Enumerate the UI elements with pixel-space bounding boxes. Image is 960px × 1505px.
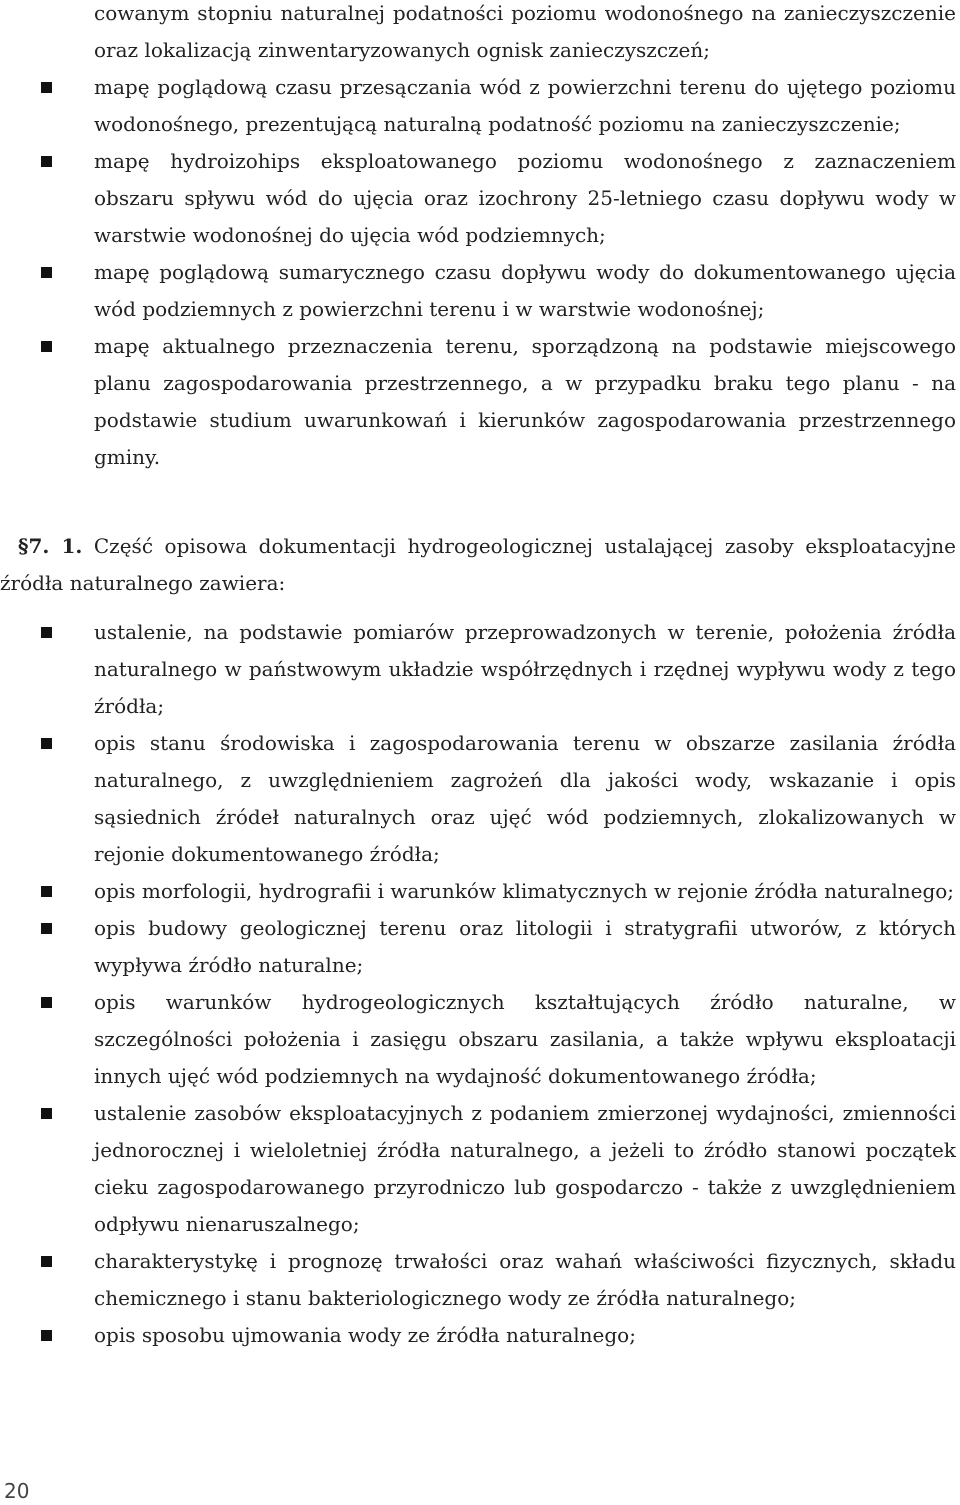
square-bullet-icon: [41, 156, 52, 167]
list-item: [0, 725, 960, 873]
square-bullet-icon: [41, 1108, 52, 1119]
list-item-text: mapę poglądową czasu przesączania wód z powierzchni terenu do ujętego poziomu wodonośnego, prezentującą naturalną podatność poziomu na zanieczyszczenie;: [94, 75, 956, 136]
list-item: [0, 614, 960, 725]
section-paragraph: [0, 528, 960, 602]
list-item: [0, 1095, 960, 1243]
square-bullet-icon: [41, 267, 52, 278]
list-item-text: opis morfologii, hydrografii i warunków klimatycznych w rejonie źródła naturalnego;: [94, 879, 955, 903]
square-bullet-icon: [41, 997, 52, 1008]
list-item-text: ustalenie, na podstawie pomiarów przeprowadzonych w terenie, położenia źródła naturalnego w państwowym układzie współrzędnych i rzędnej wypływu wody z tego źródła;: [94, 620, 956, 718]
list-item: [0, 1243, 960, 1317]
square-bullet-icon: [41, 627, 52, 638]
list-item: [0, 873, 960, 910]
list-item-text: mapę hydroizohips eksploatowanego poziomu wodonośnego z zaznaczeniem obszaru spływu wód do ujęcia oraz izochrony 25-letniego czasu dopływu wody w warstwie wodonośnej do ujęcia wód podziemnych;: [94, 149, 956, 247]
list-item-text: charakterystykę i prognozę trwałości oraz wahań właściwości fizycznych, składu chemicznego i stanu bakteriologicznego wody ze źródła naturalnego;: [94, 1249, 956, 1310]
list-item-text: mapę poglądową sumarycznego czasu dopływu wody do dokumentowanego ujęcia wód podziemnych z powierzchni terenu i w warstwie wodonośnej;: [94, 260, 956, 321]
list-item-continued: [0, 0, 960, 69]
list-item-text: mapę aktualnego przeznaczenia terenu, sporządzoną na podstawie miejscowego planu zagospodarowania przestrzennego, a w przypadku braku tego planu - na podstawie studium uwarunkowań i kierunków zagospodarowania przestrzennego gminy.: [94, 334, 956, 469]
list-item-text: opis stanu środowiska i zagospodarowania terenu w obszarze zasilania źródła naturalnego, z uwzględnieniem zagrożeń dla jakości wody, wskazanie i opis sąsiednich źródeł naturalnych oraz ujęć wód podziemnych, zlokalizowanych w rejonie dokumentowanego źródła;: [94, 731, 956, 866]
list-item-text: opis warunków hydrogeologicznych kształtujących źródło naturalne, w szczególności położenia i zasięgu obszaru zasilania, a także wpływu eksploatacji innych ujęć wód podziemnych na wydajność dokumentowanego źródła;: [94, 990, 956, 1088]
section-text: Część opisowa dokumentacji hydrogeologicznej ustalającej zasoby eksploatacyjne źródła naturalnego zawiera:: [0, 534, 956, 595]
square-bullet-icon: [41, 886, 52, 897]
list-item: [0, 254, 960, 328]
list-item: [0, 910, 960, 984]
square-bullet-icon: [41, 923, 52, 934]
square-bullet-icon: [41, 1330, 52, 1341]
list-item-text: cowanym stopniu naturalnej podatności poziomu wodonośnego na zanieczyszczenie oraz lokalizacją zinwentaryzowanych ognisk zanieczyszczeń;: [94, 1, 956, 62]
list-item: [0, 69, 960, 143]
list-item-text: ustalenie zasobów eksploatacyjnych z podaniem zmierzonej wydajności, zmienności jednorocznej i wieloletniej źródła naturalnego, a jeżeli to źródło stanowi początek cieku zagospodarowanego przyrodniczo lub gospodarczo - także z uwzględnieniem odpływu nienaruszalnego;: [94, 1101, 956, 1236]
square-bullet-icon: [41, 1256, 52, 1267]
list-item-text: opis sposobu ujmowania wody ze źródła naturalnego;: [94, 1323, 636, 1347]
top-bullet-list: [0, 0, 960, 476]
list-item: [0, 984, 960, 1095]
list-item: [0, 143, 960, 254]
page-number: 20: [4, 1479, 30, 1503]
square-bullet-icon: [41, 82, 52, 93]
list-item: [0, 328, 960, 476]
square-bullet-icon: [41, 341, 52, 352]
section-number: §7. 1.: [18, 534, 83, 558]
list-item-text: opis budowy geologicznej terenu oraz litologii i stratygrafii utworów, z których wypływa źródło naturalne;: [94, 916, 956, 977]
square-bullet-icon: [41, 738, 52, 749]
list-item: [0, 1317, 960, 1354]
bottom-bullet-list: [0, 614, 960, 1354]
